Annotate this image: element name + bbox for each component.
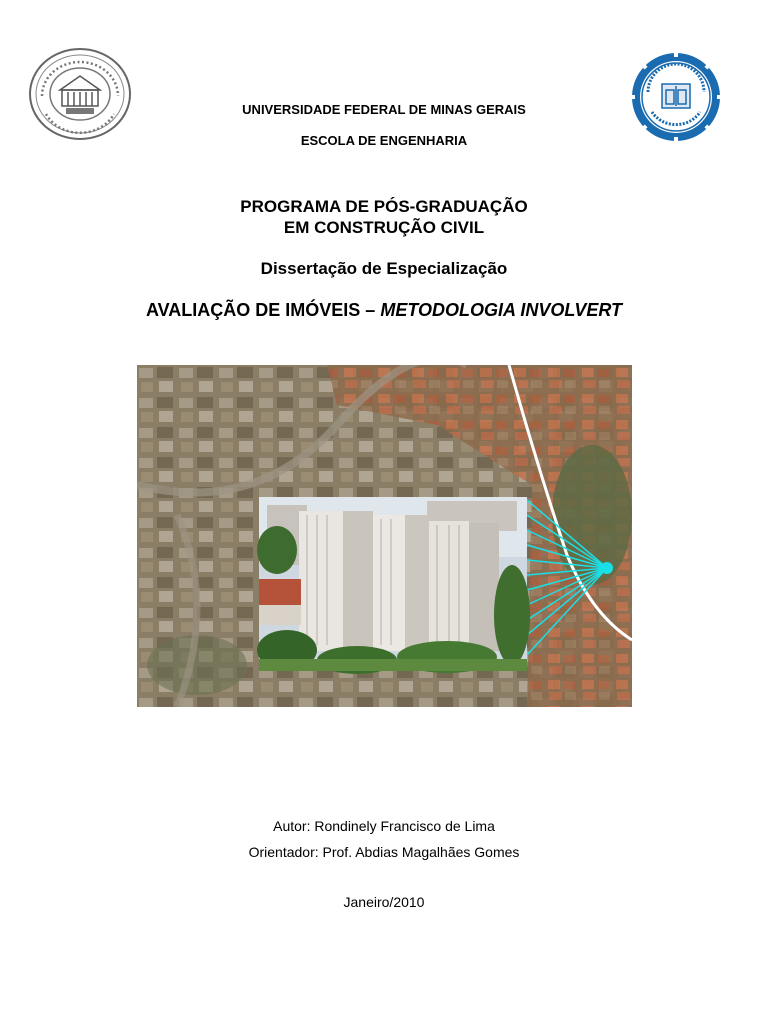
author: Autor: Rondinely Francisco de Lima [273, 818, 495, 834]
ufmg-seal-icon [26, 46, 134, 142]
escola-engenharia-seal [628, 52, 724, 142]
document-type: Dissertação de Especialização [260, 259, 508, 278]
advisor: Orientador: Prof. Abdias Magalhães Gomes [248, 844, 520, 860]
program-line-2: EM CONSTRUÇÃO CIVIL [283, 218, 485, 237]
title-italic: METODOLOGIA INVOLVERT [380, 300, 623, 320]
date: Janeiro/2010 [343, 894, 425, 910]
document-title [0, 300, 768, 321]
cover-image [137, 365, 632, 707]
ufmg-seal [26, 46, 134, 142]
school-name: ESCOLA DE ENGENHARIA [300, 133, 468, 148]
title-prefix: AVALIAÇÃO DE IMÓVEIS – [145, 300, 381, 320]
university-name: UNIVERSIDADE FEDERAL DE MINAS GERAIS [242, 102, 526, 117]
program-line-1: PROGRAMA DE PÓS-GRADUAÇÃO [240, 197, 528, 216]
aerial-city-with-buildings-image [137, 365, 632, 707]
escola-engenharia-seal-icon [628, 52, 724, 142]
